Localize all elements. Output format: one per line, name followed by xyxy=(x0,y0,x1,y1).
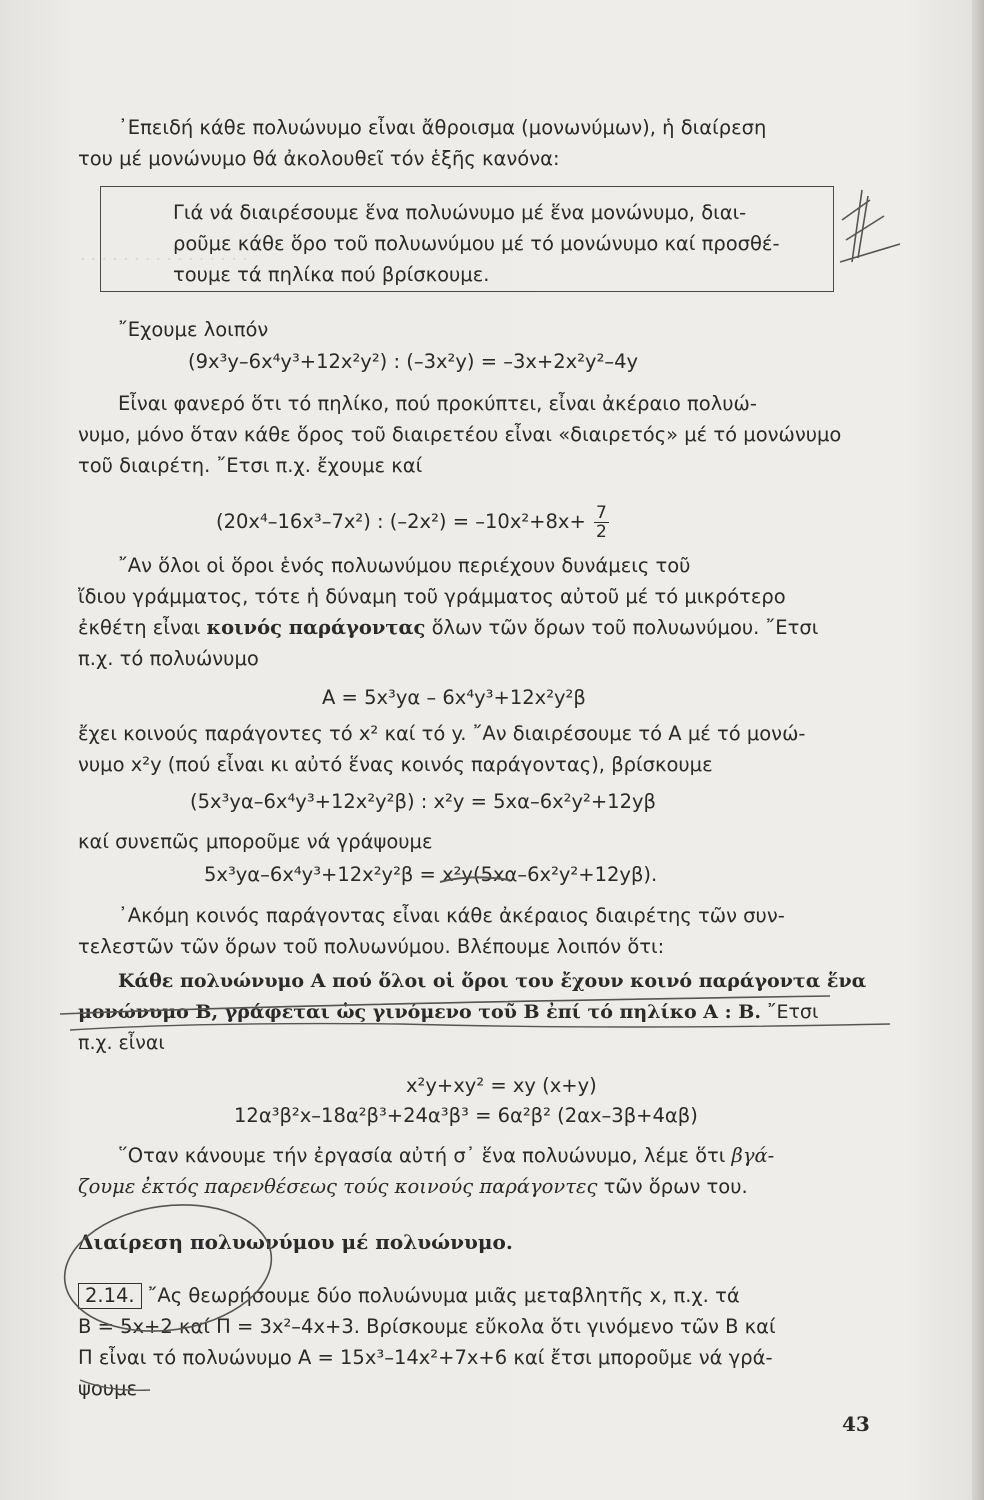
pencil-circle xyxy=(56,1192,279,1344)
intro-paragraph: ᾿Επειδή κάθε πολυώνυμο εἶναι ἄθροισμα (μονωνύμων), ἡ διαίρεση του μέ μονώνυμο θά ἀκολουθεῖ τόν ἑξῆς κανόνα: xyxy=(78,116,767,170)
section-heading: Διαίρεση πολυωνύμου μέ πολυώνυμο. xyxy=(78,1230,513,1254)
paragraph-6: ᾿Ακόμη κοινός παράγοντας εἶναι κάθε ἀκέραιος διαιρέτης τῶν συν- τελεστῶν τῶν ὅρων τοῦ πολυωνύμου. Βλέπουμε λοιπόν ὅτι: xyxy=(78,904,785,958)
equation-1: (9x³y–6x⁴y³+12x²y²) : (–3x²y) = –3x+2x²y²–4y xyxy=(188,350,639,373)
paragraph-4: ἔχει κοινούς παράγοντες τό x² καί τό y. ῎Αν διαιρέσουμε τό A μέ τό μονώ- νυμο x²y (πού εἶναι κι αὐτό ἕνας κοινός παράγοντας), βρίσκουμε xyxy=(78,722,806,776)
equation-6: x²y+xy² = xy (x+y) xyxy=(406,1074,597,1097)
fraction: $\frac{7}{2}$ xyxy=(596,503,607,542)
paragraph-2: Εἶναι φανερό ὅτι τό πηλίκο, πού προκύπτει, εἶναι ἀκέραιο πολυώ- νυμο, μόνο ὅταν κάθε ὅρος τοῦ διαιρετέου εἶναι «διαιρετός» μέ τό μονώνυμο τοῦ διαιρέτη. ῎Ετσι π.χ. ἔχουμε καί xyxy=(78,392,842,477)
paragraph-7: ῞Οταν κάνουμε τήν ἐργασία αὐτή σ᾽ ἕνα πολυώνυμο, λέμε ὅτι βγά- ζουμε ἐκτός παρενθέσεως τούς κοινούς παράγοντες τῶν ὅρων του. xyxy=(78,1144,775,1198)
margin-scribble-icon xyxy=(840,190,900,262)
rule-statement-2: Κάθε πολυώνυμο A πού ὅλοι οἱ ὅροι του ἔχουν κοινό παράγοντα ἕνα μονώνυμο B, γράφεται ὡς γινόμενο τοῦ B ἐπί τό πηλίκο A : B. ῎Ετσι π.χ. εἶναι xyxy=(78,970,867,1054)
section-number-box: 2.14. xyxy=(78,1283,142,1309)
rule-box: Γιά νά διαιρέσουμε ἕνα πολυώνυμο μέ ἕνα μονώνυμο, διαι- ροῦμε κάθε ὅρο τοῦ πολυωνύμου μέ τό μονώνυμο καί προσθέ- τουμε τά πηλίκα πού βρίσκουμε. xyxy=(100,186,834,292)
paragraph-5: καί συνεπῶς μποροῦμε νά γράψουμε xyxy=(78,830,433,853)
paragraph-3: ῎Αν ὅλοι οἱ ὅροι ἑνός πολυωνύμου περιέχουν δυνάμεις τοῦ ἴδιου γράμματος, τότε ἡ δύναμη τοῦ γράμματος αὐτοῦ μέ τό μικρότερο ἐκθέτη εἶναι κοινός παράγοντας ὅλων τῶν ὅρων τοῦ πολυωνύμου. ῎Ετσι π.χ. τό πολυώνυμο xyxy=(78,554,819,670)
paragraph-1: ῎Εχουμε λοιπόν xyxy=(118,318,269,341)
equation-2: (20x⁴–16x³–7x²) : (–2x²) = –10x²+8x+ $\frac{7}{2}$ xyxy=(216,503,607,542)
section-paragraph: 2.14. ῎Ας θεωρήσουμε δύο πολυώνυμα μιᾶς μεταβλητῆς x, π.χ. τά B = 5x+2 καί Π = 3x²–4x+3. Βρίσκουμε εὔκολα ὅτι γινόμενο τῶν B καί Π εἶναι τό πολυώνυμο A = 15x³–14x²+7x+6 καί ἔτσι μποροῦμε νά γρά- ψουμε xyxy=(78,1284,776,1400)
equation-3: A = 5x³yα – 6x⁴y³+12x²y²β xyxy=(322,686,586,709)
equation-5: 5x³yα–6x⁴y³+12x²y²β = x²y(5xα–6x²y²+12yβ). xyxy=(204,863,658,886)
bold-term-common-factor: κοινός παράγοντας xyxy=(206,616,426,639)
pencil-underline-1 xyxy=(60,996,830,1014)
page-number: 43 xyxy=(842,1412,870,1436)
bleed-through-text: · · · · · · · · · · · · · · · · xyxy=(80,250,248,270)
equation-7: 12α³β²x–18α²β³+24α³β³ = 6α²β² (2αx–3β+4αβ) xyxy=(234,1104,698,1127)
pencil-stroke xyxy=(80,1380,150,1390)
pencil-underline-2 xyxy=(70,1024,890,1030)
pencil-underline-3 xyxy=(440,877,510,882)
equation-4: (5x³yα–6x⁴y³+12x²y²β) : x²y = 5xα–6x²y²+12yβ xyxy=(190,790,656,813)
